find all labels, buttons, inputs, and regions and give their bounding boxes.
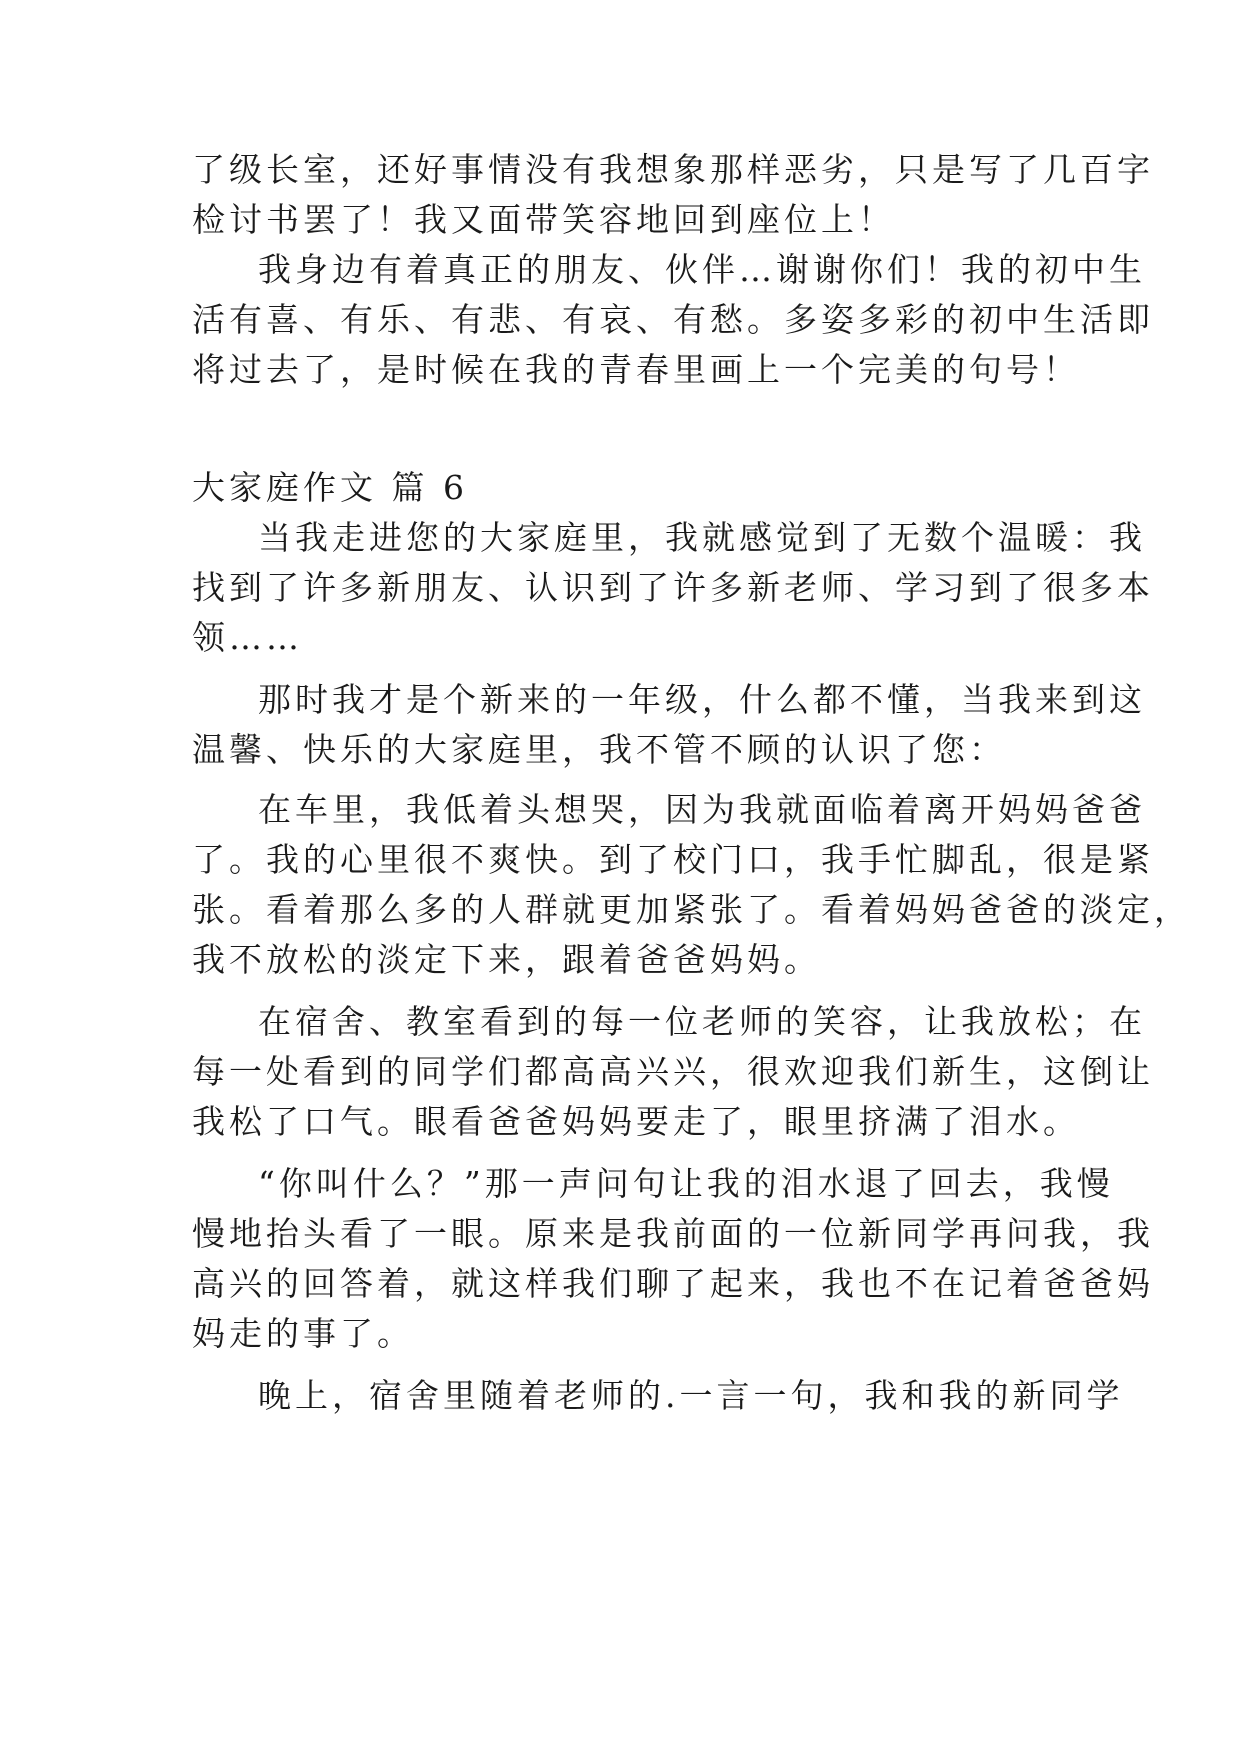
paragraph-start-line: 那时我才是个新来的一年级，什么都不懂，当我来到这 bbox=[258, 680, 1146, 719]
text-line: 温馨、快乐的大家庭里，我不管不顾的认识了您： bbox=[192, 730, 1006, 769]
paragraph-start-line: 当我走进您的大家庭里，我就感觉到了无数个温暖：我 bbox=[258, 518, 1146, 557]
text-line: 张。看着那么多的人群就更加紧张了。看着妈妈爸爸的淡定， bbox=[192, 890, 1191, 929]
paragraph-start-line: “你叫什么？”那一声问句让我的泪水退了回去，我慢 bbox=[258, 1164, 1114, 1203]
paragraph-start-line: 我身边有着真正的朋友、伙伴…谢谢你们！我的初中生 bbox=[258, 250, 1146, 289]
text-line: 领…… bbox=[192, 618, 303, 657]
paragraph-start-line: 在车里，我低着头想哭，因为我就面临着离开妈妈爸爸 bbox=[258, 790, 1146, 829]
text-line: 高兴的回答着，就这样我们聊了起来，我也不在记着爸爸妈 bbox=[192, 1264, 1154, 1303]
text-line: 慢地抬头看了一眼。原来是我前面的一位新同学再问我，我 bbox=[192, 1214, 1154, 1253]
text-line: 妈走的事了。 bbox=[192, 1314, 414, 1353]
paragraph-start-line: 晚上，宿舍里随着老师的.一言一句，我和我的新同学 bbox=[258, 1376, 1124, 1415]
text-line: 活有喜、有乐、有悲、有哀、有愁。多姿多彩的初中生活即 bbox=[192, 300, 1154, 339]
text-line: 了级长室，还好事情没有我想象那样恶劣，只是写了几百字 bbox=[192, 150, 1154, 189]
section-heading: 大家庭作文 篇 6 bbox=[192, 468, 468, 507]
paragraph-start-line: 在宿舍、教室看到的每一位老师的笑容，让我放松；在 bbox=[258, 1002, 1146, 1041]
text-line: 找到了许多新朋友、认识到了许多新老师、学习到了很多本 bbox=[192, 568, 1154, 607]
text-line: 我松了口气。眼看爸爸妈妈要走了，眼里挤满了泪水。 bbox=[192, 1102, 1080, 1141]
text-line: 了。我的心里很不爽快。到了校门口，我手忙脚乱，很是紧 bbox=[192, 840, 1154, 879]
text-line: 检讨书罢了！我又面带笑容地回到座位上！ bbox=[192, 200, 895, 239]
text-line: 我不放松的淡定下来，跟着爸爸妈妈。 bbox=[192, 940, 821, 979]
text-line: 每一处看到的同学们都高高兴兴，很欢迎我们新生，这倒让 bbox=[192, 1052, 1154, 1091]
text-line: 将过去了，是时候在我的青春里画上一个完美的句号！ bbox=[192, 350, 1080, 389]
